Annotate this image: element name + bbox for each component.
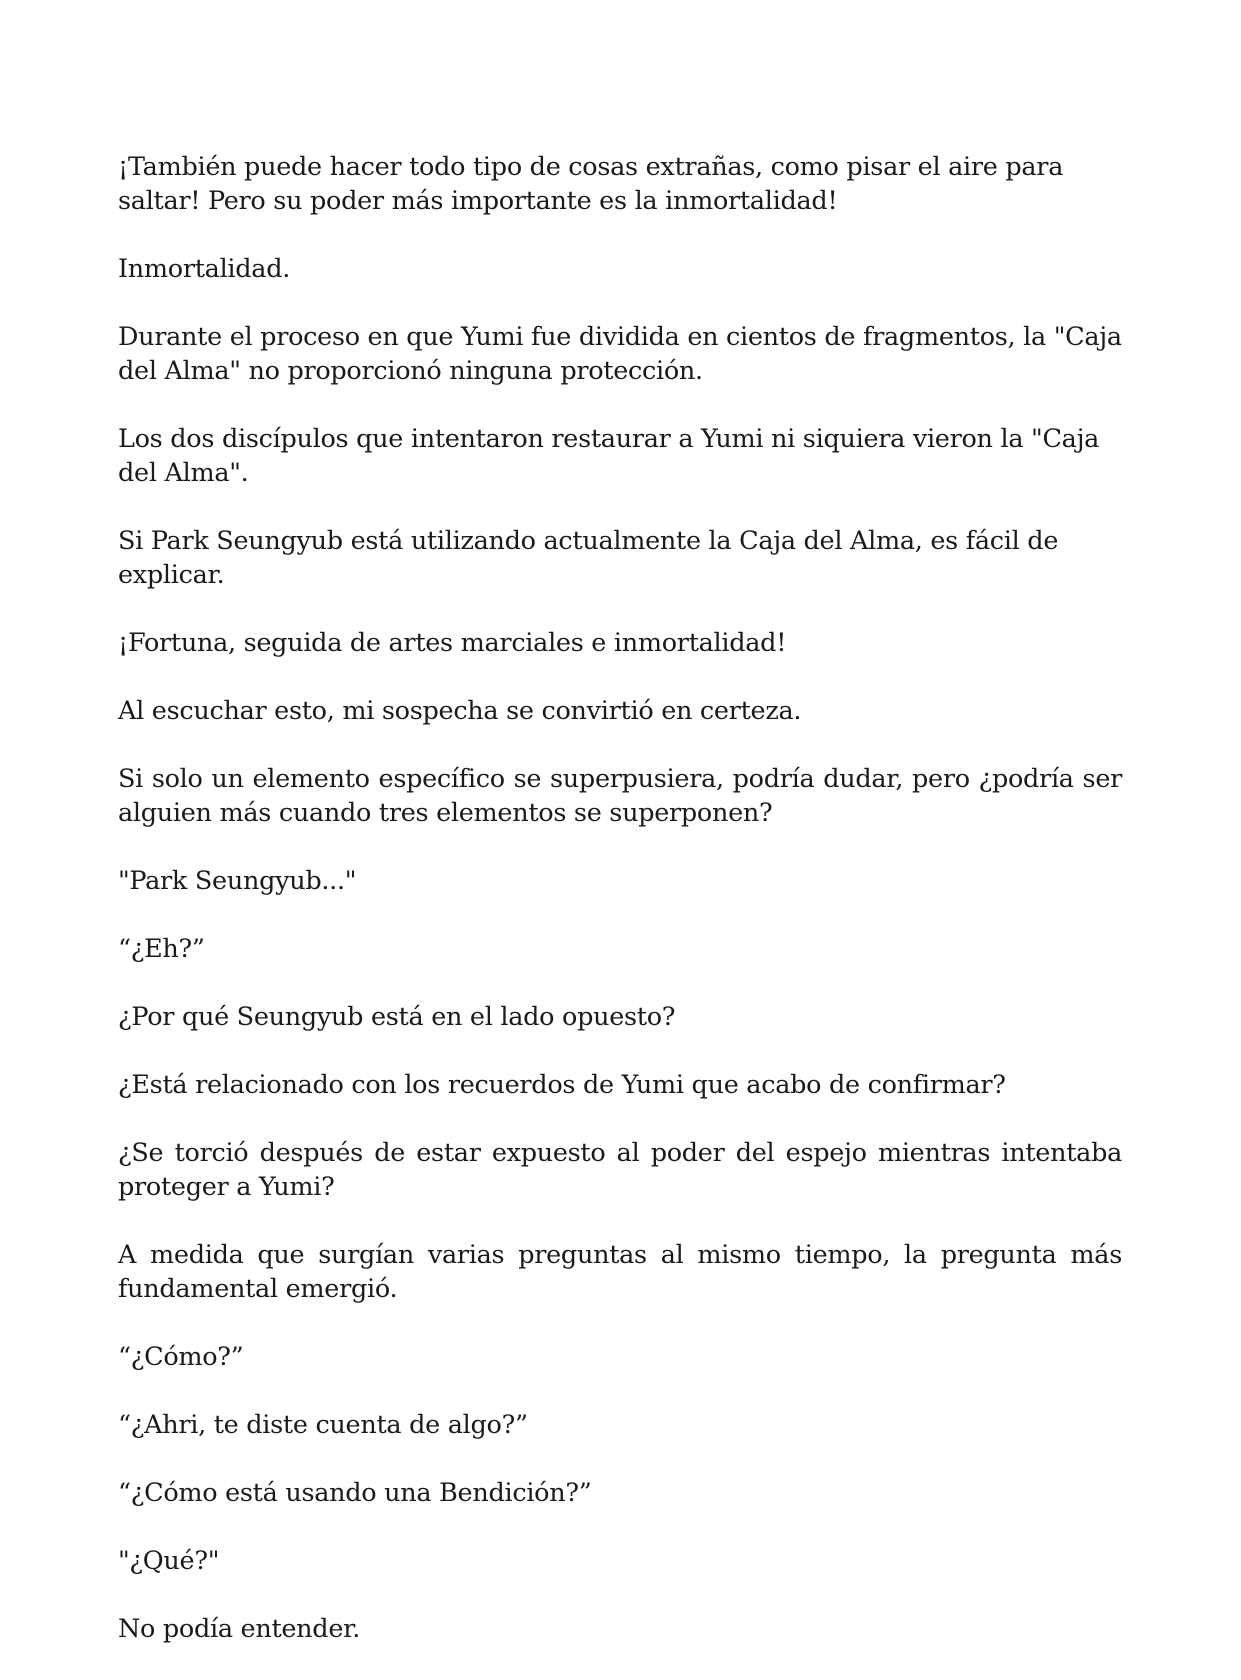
dialogue-line: “¿Cómo?” (118, 1342, 244, 1372)
paragraph: Durante el proceso en que Yumi fue dividida en cientos de fragmentos, la "Caja del Alma" no proporcionó ninguna protección. (118, 322, 1122, 386)
dialogue-line: "¿Qué?" (118, 1546, 220, 1576)
paragraph: Si Park Seungyub está utilizando actualmente la Caja del Alma, es fácil de explicar. (118, 526, 1059, 590)
body-text (118, 150, 1122, 1680)
paragraph: ¡Fortuna, seguida de artes marciales e inmortalidad! (118, 628, 787, 658)
paragraph: Inmortalidad. (118, 254, 291, 284)
dialogue-line: "Park Seungyub..." (118, 866, 357, 896)
dialogue-line: “¿Eh?” (118, 934, 205, 964)
paragraph: A medida que surgían varias preguntas al mismo tiempo, la pregunta más fundamental emergió. (118, 1240, 1122, 1304)
paragraph: Si solo un elemento específico se superpusiera, podría dudar, pero ¿podría ser alguien más cuando tres elementos se superponen? (118, 764, 1122, 828)
dialogue-line: “¿Cómo está usando una Bendición?” (118, 1478, 592, 1508)
paragraph: ¿Está relacionado con los recuerdos de Yumi que acabo de confirmar? (118, 1070, 1006, 1100)
paragraph: ¡También puede hacer todo tipo de cosas extrañas, como pisar el aire para saltar! Pero su poder más importante es la inmortalidad! (118, 152, 1064, 216)
paragraph: ¿Se torció después de estar expuesto al poder del espejo mientras intentaba proteger a Yumi? (118, 1138, 1122, 1202)
paragraph: Al escuchar esto, mi sospecha se convirtió en certeza. (118, 696, 802, 726)
paragraph: ¿Por qué Seungyub está en el lado opuesto? (118, 1002, 676, 1032)
dialogue-line: “¿Ahri, te diste cuenta de algo?” (118, 1410, 528, 1440)
paragraph: Los dos discípulos que intentaron restaurar a Yumi ni siquiera vieron la "Caja del Alma". (118, 424, 1100, 488)
paragraph: No podía entender. (118, 1614, 361, 1644)
